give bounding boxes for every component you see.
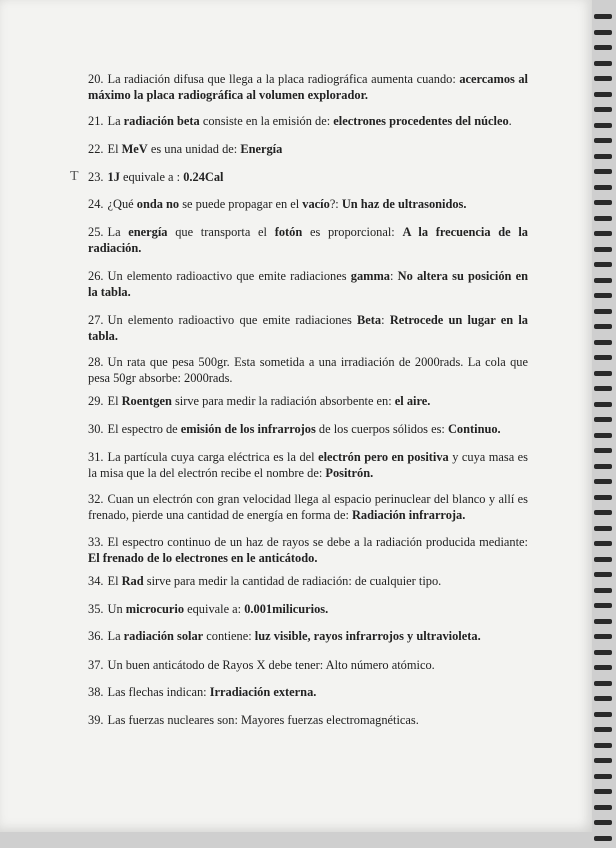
- binding-ring: [594, 386, 612, 391]
- item-number: 22.: [88, 142, 104, 156]
- answer-text: Energía: [240, 142, 283, 156]
- binding-ring: [594, 278, 612, 283]
- question-text: Las fuerzas nucleares son: Mayores fuerzas electromagnéticas.: [107, 713, 419, 727]
- answer-text: Beta: [357, 313, 382, 327]
- binding-ring: [594, 836, 612, 841]
- question-text: es una unidad de:: [147, 142, 241, 156]
- question-text: equivale a :: [119, 170, 184, 184]
- list-item: [70, 169, 528, 186]
- answer-text: electrón pero en positiva: [318, 450, 449, 464]
- item-number: 24.: [88, 197, 104, 211]
- question-text: Un elemento radioactivo que emite radiaciones: [107, 269, 351, 283]
- list-item: [88, 313, 528, 344]
- margin-mark: T: [70, 169, 79, 184]
- binding-ring: [594, 805, 612, 810]
- answer-text: fotón: [274, 225, 303, 239]
- list-item: [88, 114, 528, 130]
- binding-ring: [594, 557, 612, 562]
- binding-ring: [594, 185, 612, 190]
- binding-ring: [594, 572, 612, 577]
- answer-text: No altera su posición en la tabla.: [88, 269, 528, 299]
- binding-ring: [594, 247, 612, 252]
- binding-ring: [594, 309, 612, 314]
- binding-ring: [594, 820, 612, 825]
- question-text: Un: [107, 602, 126, 616]
- answer-text: Positrón.: [325, 465, 374, 480]
- question-text: ?:: [329, 197, 342, 211]
- binding-ring: [594, 262, 612, 267]
- question-text: sirve para medir la radiación absorbente en:: [171, 394, 395, 408]
- list-item: [88, 422, 528, 438]
- answer-text: luz visible, rayos infrarrojos y ultravioleta.: [254, 629, 481, 643]
- answer-text: Radiación infrarroja.: [351, 507, 466, 522]
- item-number: 25.: [88, 225, 104, 239]
- binding-ring: [594, 743, 612, 748]
- item-number: 35.: [88, 602, 104, 616]
- item-number: 38.: [88, 685, 104, 699]
- binding-ring: [594, 340, 612, 345]
- list-item: [88, 658, 528, 674]
- binding-ring: [594, 603, 612, 608]
- question-text: Las flechas indican:: [107, 685, 210, 699]
- binding-ring: [594, 107, 612, 112]
- item-number: 28.: [88, 355, 104, 369]
- binding-ring: [594, 123, 612, 128]
- answer-text: onda no: [136, 197, 180, 211]
- answer-text: radiación solar: [123, 629, 204, 643]
- item-number: 32.: [88, 492, 104, 506]
- item-number: 33.: [88, 535, 104, 549]
- list-item: [88, 492, 528, 523]
- question-text: Un elemento radioactivo que emite radiaciones: [107, 313, 358, 327]
- answer-text: radiación beta: [123, 114, 200, 128]
- page-shadow: [0, 832, 592, 848]
- answer-text: 0.24Cal: [183, 170, 224, 184]
- question-text: y cuya masa es la misa que la del electrón recibe el nombre de:: [88, 450, 529, 480]
- binding-ring: [594, 758, 612, 763]
- answer-text: 1J: [107, 170, 120, 184]
- binding-ring: [594, 45, 612, 50]
- binding-ring: [594, 14, 612, 19]
- list-item: [88, 197, 528, 213]
- answer-text: gamma: [350, 269, 390, 283]
- binding-ring: [594, 231, 612, 236]
- binding-ring: [594, 526, 612, 531]
- binding-ring: [594, 588, 612, 593]
- question-text: Un rata que pesa 500gr. Esta sometida a una irradiación de 2000rads. La cola que pesa 50gr absorbe: 2000rads.: [88, 355, 528, 385]
- binding-ring: [594, 61, 612, 66]
- answer-text: vacío: [302, 197, 330, 211]
- question-text: El: [107, 394, 122, 408]
- list-item: [88, 602, 528, 618]
- binding-ring: [594, 76, 612, 81]
- question-text: El espectro de: [107, 422, 181, 436]
- question-text: El: [107, 142, 122, 156]
- question-text: :: [381, 313, 390, 327]
- answer-text: Irradiación externa.: [209, 685, 317, 699]
- binding-ring: [594, 495, 612, 500]
- binding-ring: [594, 665, 612, 670]
- binding-ring: [594, 371, 612, 376]
- list-item: [88, 535, 528, 566]
- question-text: sirve para medir la cantidad de radiación: de cualquier tipo.: [143, 574, 442, 588]
- binding-ring: [594, 30, 612, 35]
- binding-ring: [594, 727, 612, 732]
- list-item: [88, 713, 528, 729]
- answer-text: Roentgen: [121, 394, 172, 408]
- question-text: .: [508, 114, 512, 128]
- question-text: Un buen anticátodo de Rayos X debe tener: Alto número atómico.: [107, 658, 435, 672]
- list-item: [88, 574, 528, 590]
- list-item: [88, 629, 528, 645]
- binding-ring: [594, 634, 612, 639]
- item-number: 21.: [88, 114, 104, 128]
- answer-text: microcurio: [125, 602, 185, 616]
- binding-ring: [594, 464, 612, 469]
- item-number: 36.: [88, 629, 104, 643]
- binding-ring: [594, 510, 612, 515]
- spiral-binding: [592, 0, 616, 848]
- question-text: La partícula cuya carga eléctrica es la del: [107, 450, 319, 464]
- answer-text: Continuo.: [447, 422, 501, 436]
- question-text: :: [390, 269, 398, 283]
- binding-ring: [594, 433, 612, 438]
- question-text: se puede propagar en el: [179, 197, 303, 211]
- question-text: Cuan un electrón con gran velocidad llega al espacio perinuclear del blanco y allí es frenado, pierde una cantidad de energía en forma de:: [88, 492, 528, 522]
- binding-ring: [594, 712, 612, 717]
- answer-text: Un haz de ultrasonidos.: [341, 197, 467, 211]
- item-number: 39.: [88, 713, 104, 727]
- binding-ring: [594, 92, 612, 97]
- list-item: [88, 269, 528, 300]
- question-text: La: [107, 225, 129, 239]
- answer-text: MeV: [121, 142, 148, 156]
- item-number: 30.: [88, 422, 104, 436]
- binding-ring: [594, 619, 612, 624]
- binding-ring: [594, 789, 612, 794]
- binding-ring: [594, 200, 612, 205]
- binding-ring: [594, 216, 612, 221]
- list-item: [88, 355, 528, 386]
- binding-ring: [594, 541, 612, 546]
- binding-ring: [594, 417, 612, 422]
- list-item: [88, 685, 528, 701]
- question-text: La radiación difusa que llega a la placa radiográfica aumenta cuando:: [107, 72, 460, 86]
- answer-text: Rad: [121, 574, 144, 588]
- binding-ring: [594, 169, 612, 174]
- answer-text: 0.001milicurios.: [244, 602, 329, 616]
- binding-ring: [594, 774, 612, 779]
- list-item: [88, 142, 528, 158]
- answer-text: el aire.: [394, 394, 431, 408]
- answer-text: Retrocede un lugar en la tabla.: [88, 313, 528, 343]
- question-text: El: [107, 574, 122, 588]
- list-item: [88, 72, 528, 103]
- question-text: contiene:: [203, 629, 255, 643]
- answer-text: A la frecuencia de la radiación.: [88, 225, 528, 255]
- question-text: La: [107, 629, 124, 643]
- question-text: de los cuerpos sólidos es:: [315, 422, 448, 436]
- binding-ring: [594, 696, 612, 701]
- question-text: que transporta el: [167, 225, 275, 239]
- item-number: 23.: [88, 170, 104, 184]
- list-item: [88, 225, 528, 256]
- question-text: consiste en la emisión de:: [199, 114, 334, 128]
- binding-ring: [594, 154, 612, 159]
- item-number: 29.: [88, 394, 104, 408]
- list-item: [88, 450, 528, 481]
- answer-text: emisión de los infrarrojos: [180, 422, 316, 436]
- item-number: 26.: [88, 269, 104, 283]
- binding-ring: [594, 448, 612, 453]
- answer-text: acercamos al máximo la placa radiográfica al volumen explorador.: [88, 72, 528, 102]
- question-text: El espectro continuo de un haz de rayos se debe a la radiación producida mediante:: [107, 535, 528, 549]
- question-text: ¿Qué: [107, 197, 137, 211]
- list-item: [88, 394, 528, 410]
- item-number: 34.: [88, 574, 104, 588]
- item-number: 20.: [88, 72, 104, 86]
- question-text: equivale a:: [184, 602, 245, 616]
- binding-ring: [594, 402, 612, 407]
- answer-text: electrones procedentes del núcleo: [333, 114, 509, 128]
- item-number: 37.: [88, 658, 104, 672]
- question-text: es proporcional:: [302, 225, 403, 239]
- question-text: La: [107, 114, 124, 128]
- binding-ring: [594, 324, 612, 329]
- answer-text: El frenado de lo electrones en le anticátodo.: [88, 550, 318, 565]
- item-number: 27.: [88, 313, 104, 327]
- binding-ring: [594, 138, 612, 143]
- answer-text: energía: [128, 225, 168, 239]
- binding-ring: [594, 479, 612, 484]
- binding-ring: [594, 355, 612, 360]
- binding-ring: [594, 293, 612, 298]
- item-number: 31.: [88, 450, 104, 464]
- binding-ring: [594, 681, 612, 686]
- binding-ring: [594, 650, 612, 655]
